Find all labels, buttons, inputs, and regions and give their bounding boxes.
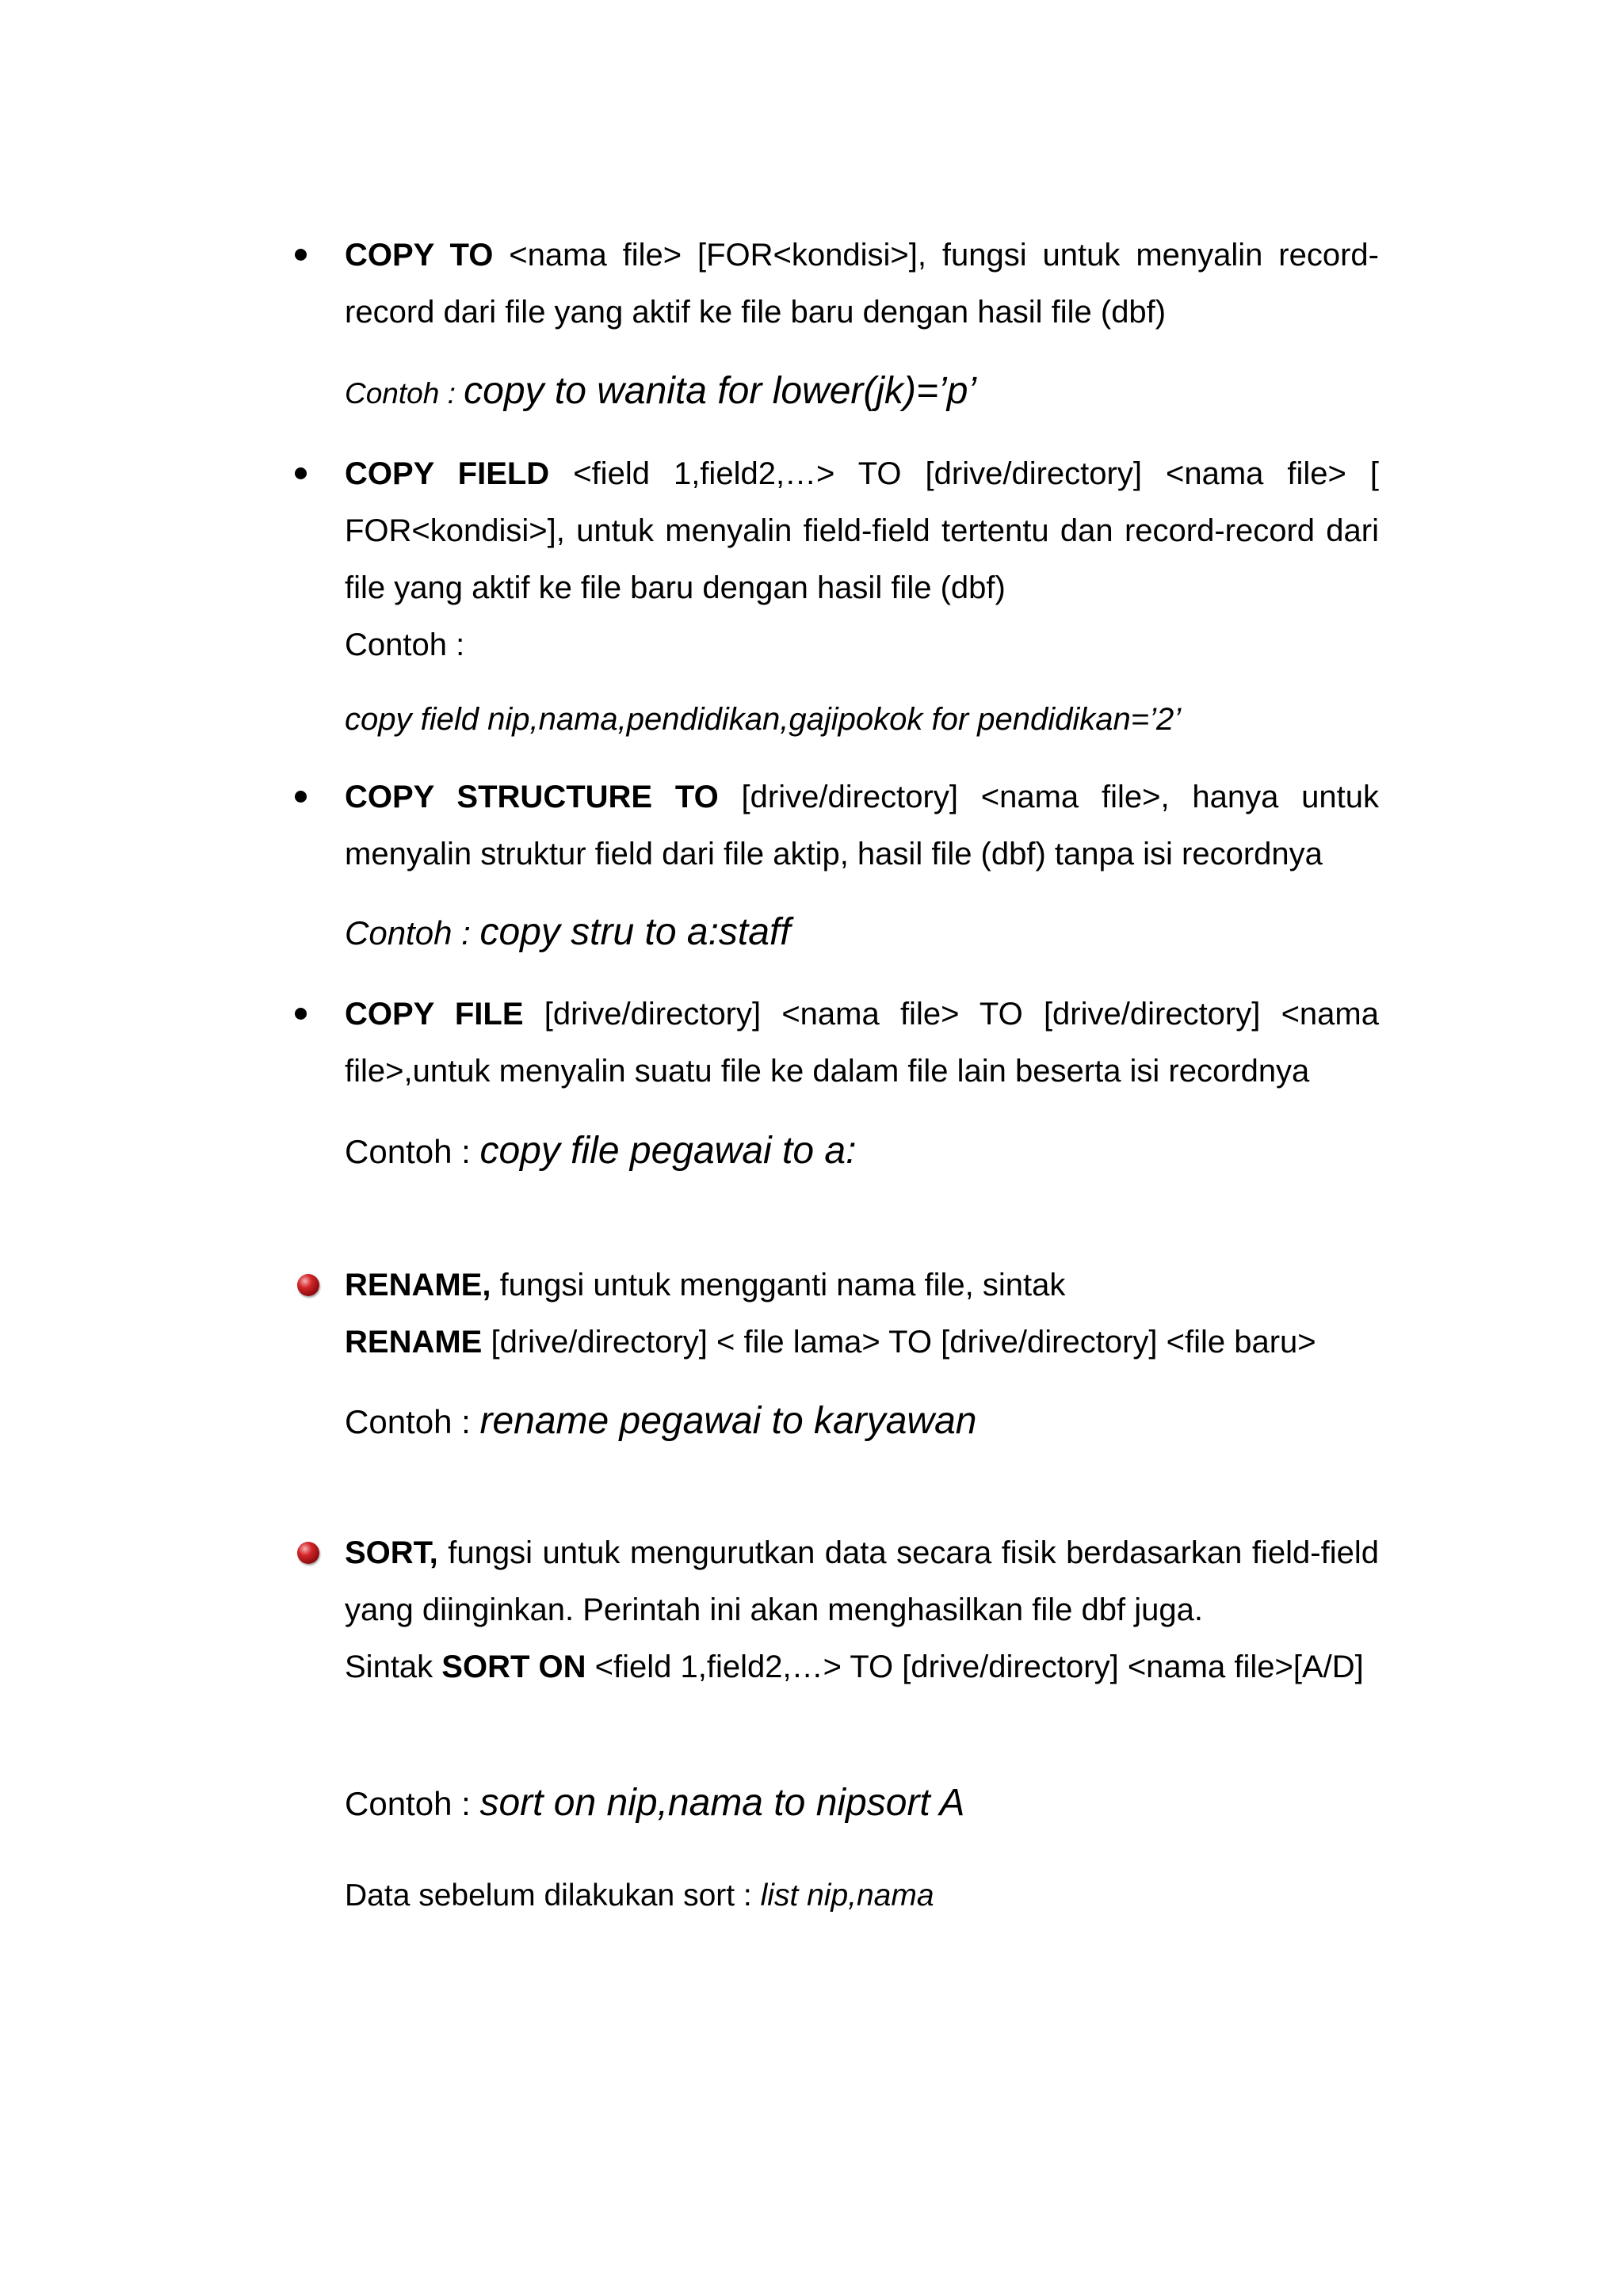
copy-field-example [345,704,1181,735]
copy-field-keyword: COPY FIELD [345,456,550,491]
copy-structure-example [345,913,791,952]
example-label: Contoh : [345,377,464,410]
red-ball-bullet-icon [297,1542,319,1564]
copy-to-example [345,372,976,410]
sort-note [345,1880,934,1911]
copy-file-item [345,986,1379,1100]
sort-description [345,1524,1379,1638]
rename-description [345,1257,1379,1314]
copy-field-text: <field 1,field2,…> TO [drive/directory] <nama file> [ FOR<kondisi>], untuk menyalin field-field tertentu dan record-record dari file yang aktif ke file baru dengan hasil file (dbf) [345,456,1380,605]
copy-to-keyword: COPY TO [345,238,494,273]
sort-syntax-text: <field 1,field2,…> TO [drive/directory] <nama file>[A/D] [586,1650,1364,1684]
sort-syntax-prefix: Sintak [345,1650,442,1684]
copy-structure-item [345,769,1379,883]
copy-to-text: <nama file> [FOR<kondisi>], fungsi untuk menyalin record-record dari file yang aktif ke file baru dengan hasil file (dbf) [345,238,1379,330]
rename-example [345,1402,976,1440]
copy-file-description [345,986,1379,1100]
rename-keyword: RENAME, [345,1268,491,1302]
sort-note-label: Data sebelum dilakukan sort : [345,1878,761,1913]
rename-text: fungsi untuk mengganti nama file, sintak [491,1268,1066,1302]
copy-structure-description [345,769,1379,883]
copy-structure-text: [drive/directory] <nama file>, hanya untuk menyalin struktur field dari file aktip, hasil file (dbf) tanpa isi recordnya [345,780,1379,871]
bullet-dot-icon [295,1008,307,1020]
rename-item [345,1257,1379,1371]
rename-example-code: rename pegawai to karyawan [479,1400,977,1442]
sort-example [345,1784,964,1822]
sort-keyword: SORT, [345,1535,438,1570]
sort-note-code: list nip,nama [760,1878,934,1913]
copy-to-item [345,227,1379,341]
bullet-dot-icon [295,791,307,803]
copy-to-example-code: copy to wanita for lower(jk)=’p’ [464,370,977,412]
sort-example-code: sort on nip,nama to nipsort A [479,1782,965,1824]
copy-structure-keyword: COPY STRUCTURE TO [345,780,719,814]
sort-syntax [345,1638,1379,1695]
sort-syntax-keyword: SORT ON [441,1650,586,1684]
copy-to-description [345,227,1379,341]
copy-file-text: [drive/directory] <nama file> TO [drive/directory] <nama file>,untuk menyalin suatu file ke dalam file lain beserta isi recordnya [345,997,1379,1089]
copy-field-item [345,445,1379,673]
copy-file-keyword: COPY FILE [345,997,524,1032]
example-label: Contoh : [345,1403,480,1440]
example-label: Contoh : [345,1133,480,1170]
sort-text: fungsi untuk mengurutkan data secara fisik berdasarkan field-field yang diinginkan. Perintah ini akan menghasilkan file dbf juga. [345,1535,1379,1627]
red-ball-bullet-icon [297,1274,319,1296]
copy-field-example-label: Contoh : [345,627,465,662]
bullet-dot-icon [295,249,307,261]
rename-syntax [345,1314,1379,1371]
example-label: Contoh : [345,914,480,952]
example-label: Contoh : [345,1785,480,1822]
bullet-dot-icon [295,467,307,479]
copy-structure-example-code: copy stru to a:staff [479,911,791,953]
copy-field-description [345,445,1379,616]
rename-syntax-text: [drive/directory] < file lama> TO [drive/directory] <file baru> [482,1325,1316,1360]
copy-field-example-code: copy field nip,nama,pendidikan,gajipokok for pendidikan=’2’ [345,702,1182,737]
copy-file-example [345,1132,856,1170]
copy-file-example-code: copy file pegawai to a: [479,1130,857,1172]
sort-item [345,1524,1379,1695]
rename-syntax-keyword: RENAME [345,1325,483,1360]
